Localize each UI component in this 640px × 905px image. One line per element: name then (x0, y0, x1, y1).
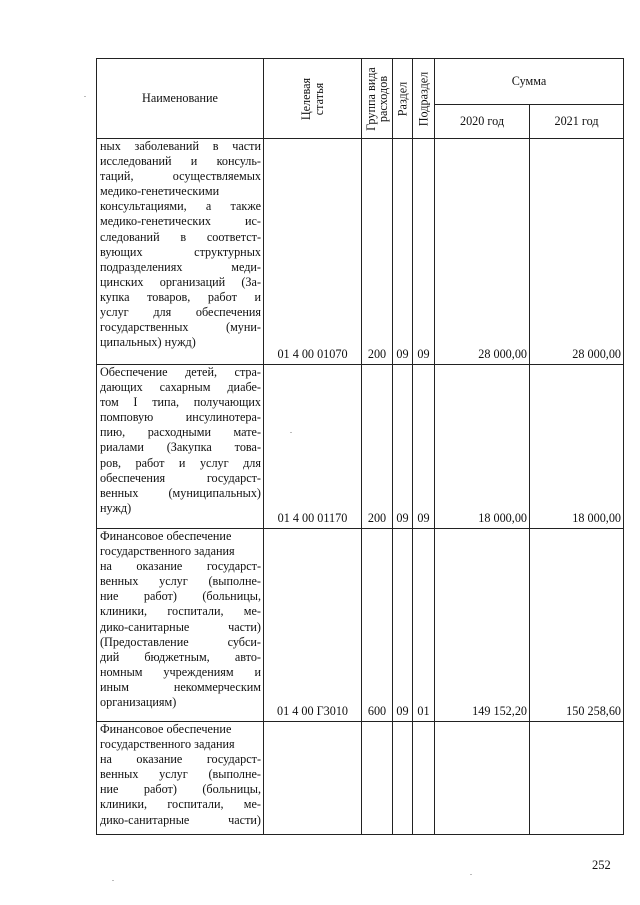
row-sum-2020 (435, 722, 530, 835)
row-sum-2021 (530, 722, 624, 835)
table-row (97, 722, 624, 835)
name-line: организациям) (100, 695, 177, 710)
row-expense-group (362, 722, 393, 835)
row-section: 09 (393, 365, 413, 529)
header-sum (435, 59, 624, 105)
name-line: пию, расходными мате- (100, 425, 261, 440)
header-name (97, 59, 264, 139)
row-sum-2021: 18 000,00 (530, 365, 624, 529)
name-line: на оказание государст- (100, 559, 261, 574)
name-line: Обеспечение детей, стра- (100, 365, 261, 379)
header-year-2021 (530, 105, 624, 139)
scan-speck (290, 432, 292, 433)
name-line: дико-санитарные части) (100, 619, 261, 634)
name-line: следований в соответст- (100, 229, 261, 244)
name-line: венных (муниципальных) (100, 485, 261, 500)
row-expense-group: 600 (362, 529, 393, 722)
budget-table (96, 58, 624, 835)
name-line: иным некоммерческим (100, 679, 261, 694)
name-line: вующих структурных (100, 244, 261, 259)
name-line: подразделениях меди- (100, 259, 261, 274)
name-line: ципальных) нужд) (100, 335, 196, 350)
name-line: Финансовое обеспечение (100, 722, 232, 736)
name-line: ров, работ и услуг для (100, 455, 261, 470)
header-subsection (413, 59, 435, 139)
row-target-article: 01 4 00 Г3010 (264, 529, 362, 722)
row-subsection (413, 722, 435, 835)
name-line: услуг для обеспечения (100, 305, 261, 320)
name-line: медико-генетическими (100, 184, 220, 199)
header-year-2021-label: 2021 год (554, 113, 599, 128)
name-line: (Предоставление субси- (100, 634, 261, 649)
name-line: венных услуг (выполне- (100, 767, 261, 782)
page-number: 252 (592, 858, 611, 872)
scan-speck (470, 874, 472, 875)
row-sum-2020: 149 152,20 (435, 529, 530, 722)
row-target-article: 01 4 00 01170 (264, 365, 362, 529)
scan-speck (84, 96, 86, 97)
row-name (97, 529, 264, 722)
name-line: консультациями, а также (100, 199, 261, 214)
row-subsection: 09 (413, 139, 435, 365)
header-subsection-label: Подраздел (416, 71, 430, 126)
name-line: на оказание государст- (100, 752, 261, 767)
table-row (97, 139, 624, 365)
name-line: исследований и консуль- (100, 154, 261, 169)
row-target-article: 01 4 00 01070 (264, 139, 362, 365)
name-line: помповую инсулинотера- (100, 410, 261, 425)
name-line: обеспечения государст- (100, 470, 261, 485)
row-name (97, 365, 264, 529)
row-subsection: 09 (413, 365, 435, 529)
name-line: венных услуг (выполне- (100, 574, 261, 589)
name-line: дий бюджетным, авто- (100, 649, 261, 664)
name-line: дающих сахарным диабе- (100, 380, 261, 395)
row-expense-group: 200 (362, 365, 393, 529)
name-line: государственных (муни- (100, 320, 261, 335)
name-line: купка товаров, работ и (100, 289, 261, 304)
row-sum-2021: 28 000,00 (530, 139, 624, 365)
name-line: дико-санитарные части) (100, 812, 261, 827)
header-sum-label: Сумма (511, 73, 547, 88)
row-section: 09 (393, 529, 413, 722)
row-target-article (264, 722, 362, 835)
row-name (97, 722, 264, 835)
row-sum-2020: 18 000,00 (435, 365, 530, 529)
name-line: медико-генетических ис- (100, 214, 261, 229)
header-name-label: Наименование (142, 90, 218, 105)
header-expense-group-label: Группа вида расходов (364, 66, 390, 131)
name-line: цинских организаций (За- (100, 274, 261, 289)
row-subsection: 01 (413, 529, 435, 722)
row-expense-group: 200 (362, 139, 393, 365)
name-line: риалами (Закупка това- (100, 440, 261, 455)
table-row (97, 529, 624, 722)
header-year-2020 (435, 105, 530, 139)
header-expense-group (362, 59, 393, 139)
row-sum-2021: 150 258,60 (530, 529, 624, 722)
name-line: Финансовое обеспечение (100, 529, 232, 543)
row-section: 09 (393, 139, 413, 365)
row-name (97, 139, 264, 365)
header-year-2020-label: 2020 год (459, 113, 505, 128)
name-line: государственного задания (100, 544, 235, 559)
table-row (97, 365, 624, 529)
name-line: таций, осуществляемых (100, 169, 261, 184)
header-section (393, 59, 413, 139)
name-line: ние работ) (больницы, (100, 589, 261, 604)
row-sum-2020: 28 000,00 (435, 139, 530, 365)
name-line: клиники, госпитали, ме- (100, 797, 261, 812)
name-line: нужд) (100, 500, 132, 515)
name-line: ных заболеваний в части (100, 139, 261, 153)
name-line: том I типа, получающих (100, 395, 261, 410)
name-line: государственного задания (100, 737, 235, 752)
header-target-article (264, 59, 362, 139)
name-line: клиники, госпитали, ме- (100, 604, 261, 619)
row-section (393, 722, 413, 835)
name-line: номным учреждениям и (100, 664, 261, 679)
header-section-label: Раздел (395, 81, 409, 116)
header-target-article-label: Целевая статья (298, 77, 326, 120)
name-line: ние работ) (больницы, (100, 782, 261, 797)
scan-speck (112, 880, 114, 881)
